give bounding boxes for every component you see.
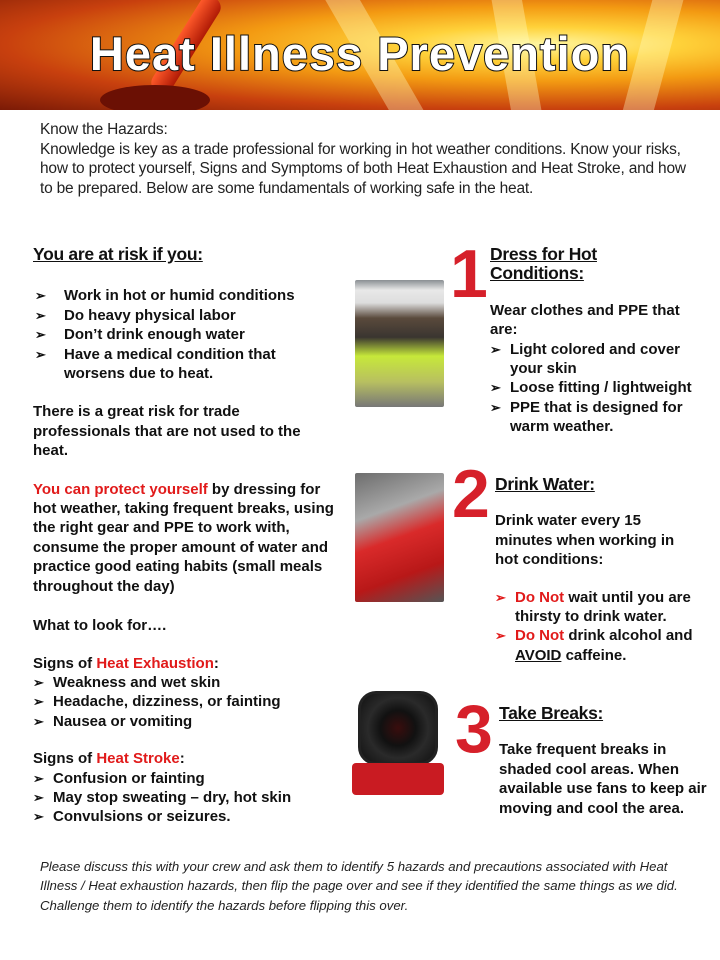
tip-water — [495, 475, 715, 665]
tip-dress — [490, 245, 710, 437]
list-item: ➢ Loose fitting / lightweight — [490, 378, 710, 397]
protect-paragraph — [33, 480, 343, 596]
tip-heading: Drink Water: — [495, 474, 595, 494]
list-item: ➢ Nausea or vomiting — [33, 712, 343, 731]
worker-photo — [355, 280, 444, 407]
exhaustion-heading: Signs of Heat Exhaustion: — [33, 654, 219, 672]
cooler-photo — [355, 473, 444, 602]
risk-heading: You are at risk if you: — [33, 244, 203, 264]
list-item: ➢ Do Not drink alcohol and AVOID caffeine. — [495, 626, 715, 665]
risk-note: There is a great risk for trade professionals that are not used to the heat. — [33, 403, 301, 460]
exhaustion-list — [33, 673, 343, 731]
list-item: ➢ Weakness and wet skin — [33, 673, 343, 692]
risk-section — [33, 245, 343, 827]
footer-note: Please discuss this with your crew and ask them to identify 5 hazards and precautions associated with Heat Illness / Heat exhaustion hazards, then flip the page over and see if they identified the same things as we did. Challenge them to identify the hazards before flipping this over. — [40, 859, 678, 913]
look-for: What to look for…. — [33, 617, 167, 635]
intro-heading: Know the Hazards: — [40, 121, 168, 138]
intro-body: Knowledge is key as a trade professional for working in hot weather conditions. Know your risks, how to protect yourself, Signs and Symptoms of both Heat Exhaustion and Heat Stroke, and how to be prepared. Below are some fundamentals of working safe in the heat. — [40, 140, 686, 197]
list-item: ➢ Do Not wait until you are thirsty to drink water. — [495, 588, 715, 627]
list-item: ➢ Have a medical condition that worsens due to heat. — [35, 345, 335, 384]
fan-photo — [350, 685, 446, 800]
tip-list — [495, 588, 715, 666]
protect-text: by dressing for hot weather, taking frequent breaks, using the right gear and PPE to work with, consume the proper amount of water and practice good eating habits (small meals throughout the day) — [33, 480, 334, 595]
stroke-heading: Signs of Heat Stroke: — [33, 750, 185, 768]
stroke-list — [33, 769, 343, 827]
tip-heading: Take Breaks: — [499, 703, 604, 723]
tip-body: Take frequent breaks in shaded cool areas. When available use fans to keep air moving and cool the area. — [499, 741, 707, 817]
list-item: ➢ Convulsions or seizures. — [33, 807, 343, 826]
list-item: ➢ Confusion or fainting — [33, 769, 343, 788]
list-item: ➢ Headache, dizziness, or fainting — [33, 692, 343, 711]
tip-heading: Dress for Hot Conditions: — [490, 244, 597, 284]
step-number-1: 1 — [450, 236, 488, 312]
step-number-2: 2 — [452, 456, 490, 532]
tip-intro: Drink water every 15 minutes when working in hot conditions: — [495, 512, 675, 569]
tip-list — [490, 340, 710, 437]
tip-intro: Wear clothes and PPE that are: — [490, 301, 680, 339]
protect-highlight: You can protect yourself — [33, 480, 208, 498]
list-item: ➢ May stop sweating – dry, hot skin — [33, 788, 343, 807]
list-item: ➢ PPE that is designed for warm weather. — [490, 398, 710, 437]
list-item: ➢ Work in hot or humid conditions — [35, 286, 343, 305]
risk-list — [35, 286, 343, 383]
page-title: Heat Illness Prevention — [89, 27, 631, 80]
intro — [40, 120, 700, 198]
list-item: ➢ Do heavy physical labor — [35, 306, 343, 325]
list-item: ➢ Don’t drink enough water — [35, 325, 343, 344]
step-number-3: 3 — [455, 691, 493, 767]
tip-breaks — [499, 704, 714, 818]
header-banner — [0, 0, 720, 110]
list-item: ➢ Light colored and cover your skin — [490, 340, 710, 379]
